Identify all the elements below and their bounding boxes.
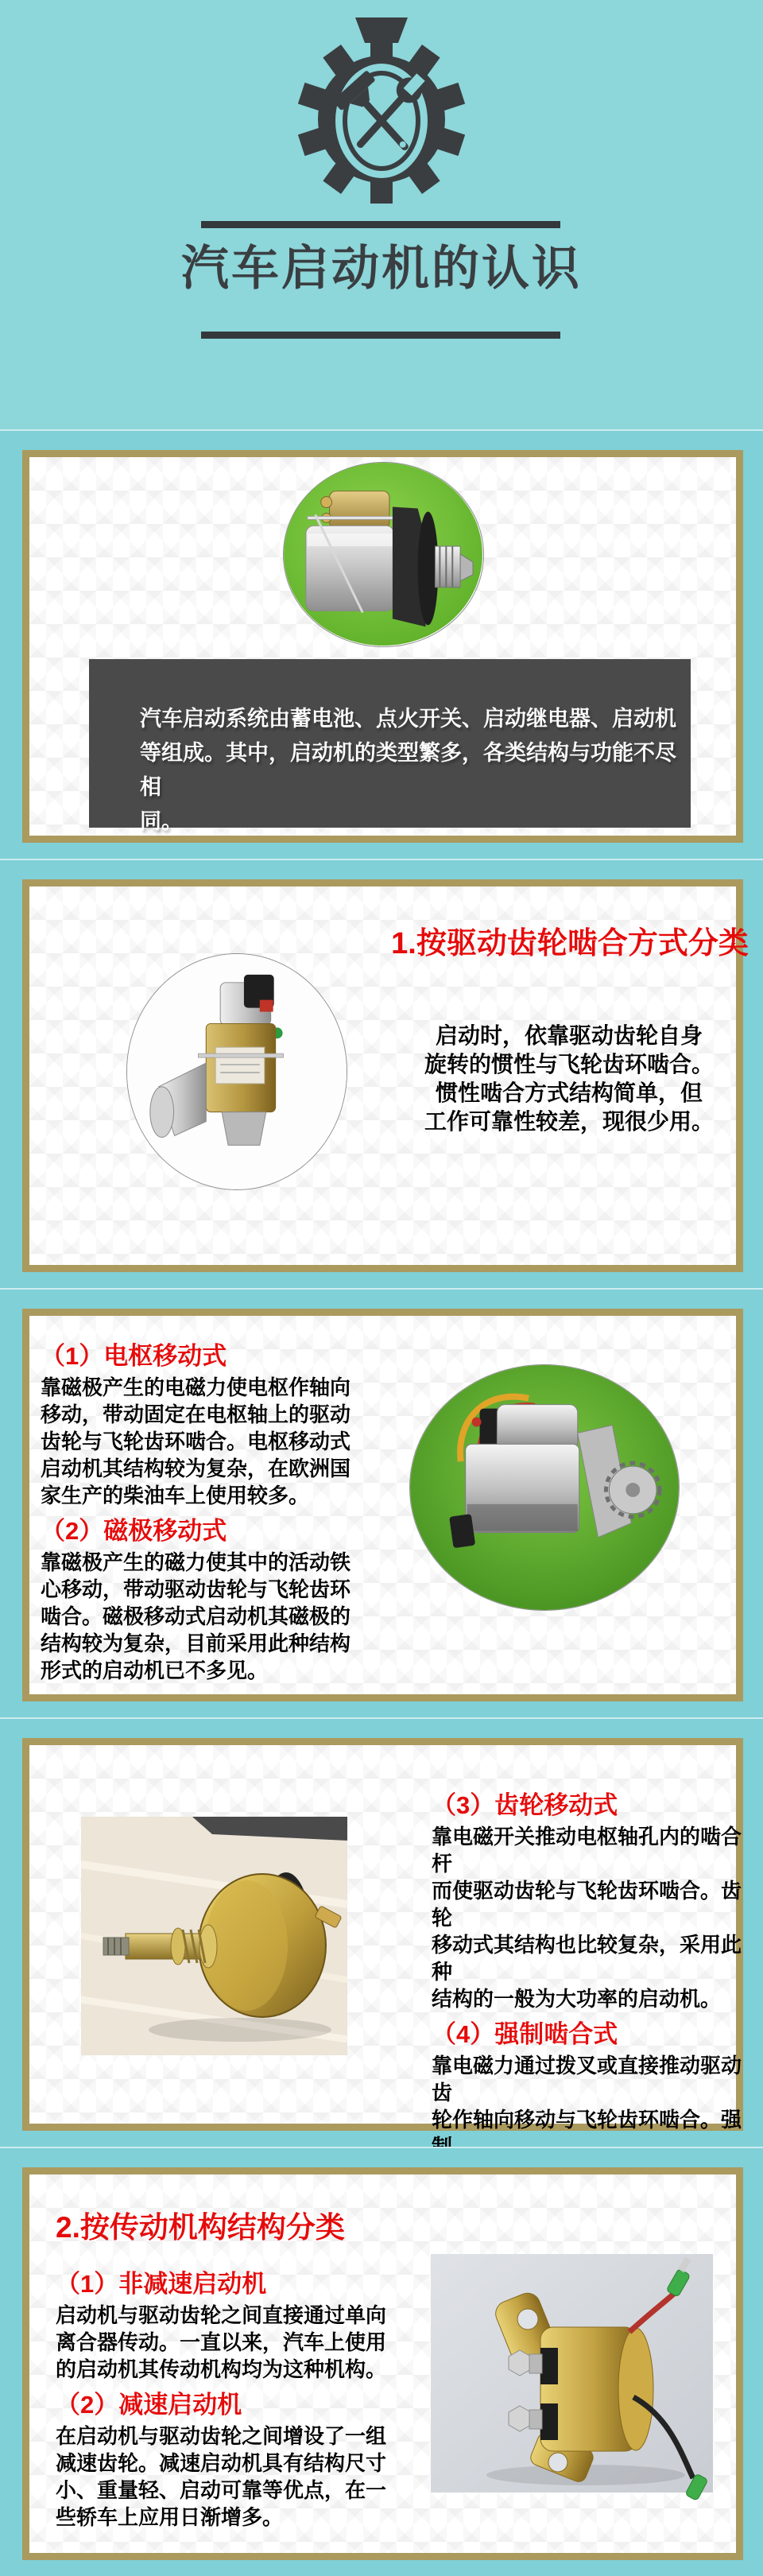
types34-card [22, 1738, 743, 2131]
type1-body: 靠磁极产生的电磁力使电枢作轴向 移动，带动固定在电枢轴上的驱动 齿轮与飞轮齿环啮合。电枢移动式 启动机其结构较为复杂，在欧洲国 家生产的柴油车上使用较多。 [41, 1375, 351, 1507]
type3-heading: （3）齿轮移动式 [432, 1791, 618, 1819]
starter-relay-photo [431, 2254, 713, 2493]
inertia-starter-photo [126, 953, 347, 1190]
header-block [0, 0, 763, 429]
title-divider-top [201, 221, 560, 228]
type3-body: 靠电磁开关推动电枢轴孔内的啮合杆 而使驱动齿轮与飞轮齿环啮合。齿轮 移动式其结构也比较复杂，采用此种 结构的一般为大功率的启动机。 [432, 1825, 742, 2011]
type4-body: 靠电磁力通过拨叉或直接推动驱动齿 轮作轴向移动与飞轮齿环啮合。强 [432, 2054, 742, 2132]
intro-card [22, 450, 743, 843]
type4-heading: （4）强制啮合式 [432, 2020, 618, 2048]
classification1-heading: 1.按驱动齿轮啮合方式分类 [391, 927, 749, 960]
title-divider-bottom [201, 332, 560, 339]
classification2-text-column [56, 2268, 410, 2537]
intro-caption-box: 汽车启动系统由蓄电池、点火开关、启动继电器、启动机 等组成。其中，启动机的类型繁多，各类结构与功能不尽相 同。 [89, 659, 691, 828]
type2-heading: （2）磁极移动式 [41, 1517, 227, 1545]
type2-body: 靠磁极产生的磁力使其中的活动铁 心移动，带动驱动齿轮与飞轮齿环 啮合。磁极移动式启动机其磁极的 结构较为复杂，目前采用此种结构 形式的启动机已不多见。 [41, 1550, 351, 1682]
types34-block [0, 1717, 763, 2147]
classification1-card [22, 879, 749, 1272]
classification2-block [0, 2147, 763, 2576]
classification1-body: 启动时，依靠驱动齿轮自身 旋转的惯性与飞轮齿环啮合。 惯性啮合方式结构简单，但 工作可靠性较差，现很少用。 [424, 1023, 714, 1134]
starter-photo-green-oval [283, 462, 484, 647]
types12-card [22, 1309, 743, 1701]
nonreduction-body: 启动机与驱动齿轮之间直接通过单向 离合器传动。一直以来，汽车上使用 的启动机其传动机构均为这种机构。 [56, 2303, 387, 2381]
types12-text-column [41, 1340, 390, 1690]
classification1-block [0, 859, 763, 1288]
gear-tools-icon [250, 17, 513, 200]
page-title: 汽车启动机的认识 [181, 242, 582, 295]
reduction-body: 在启动机与驱动齿轮之间增设了一组 减速齿轮。减速启动机具有结构尺寸 小、重量轻、启动可靠等优点，在一 些轿车上应用日渐增多。 [56, 2424, 387, 2529]
solenoid-plunger-photo [81, 1817, 347, 2055]
type1-heading: （1）电枢移动式 [41, 1342, 227, 1370]
armature-shift-starter-photo [409, 1364, 680, 1611]
intro-block [0, 429, 763, 859]
classification2-card [22, 2167, 743, 2560]
nonreduction-heading: （1）非减速启动机 [56, 2270, 267, 2298]
classification2-heading: 2.按传动机构结构分类 [56, 2211, 345, 2244]
reduction-heading: （2）减速启动机 [56, 2391, 242, 2419]
types12-block [0, 1288, 763, 1717]
